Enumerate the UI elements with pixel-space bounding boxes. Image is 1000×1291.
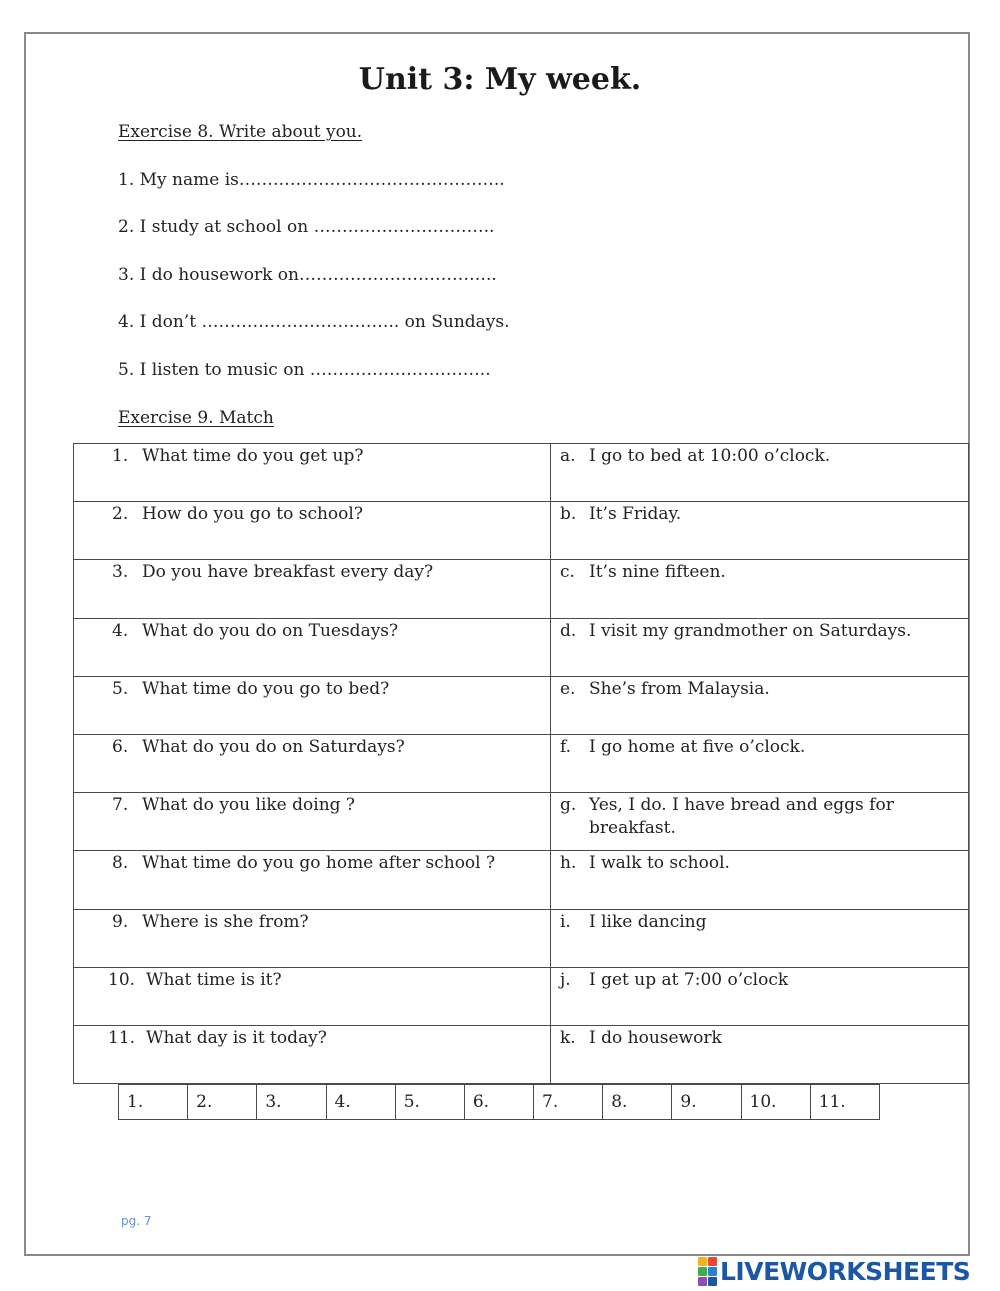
match-row	[74, 560, 969, 618]
answer-box[interactable]: 2.	[188, 1085, 257, 1120]
answer-letter: k.	[560, 1027, 576, 1048]
match-row	[74, 1025, 969, 1083]
match-table	[73, 443, 969, 1084]
answer-cell	[551, 909, 969, 967]
question-number: 4.	[112, 620, 129, 641]
match-row	[74, 734, 969, 792]
exercise-8-line-5[interactable]: 5. I listen to music on …………………………..	[118, 360, 491, 380]
liveworksheets-logo	[698, 1256, 970, 1286]
question-text: How do you go to school?	[142, 504, 363, 525]
question-text: What do you do on Tuesdays?	[142, 620, 399, 641]
answer-box[interactable]: 9.	[672, 1085, 741, 1120]
question-number: 8.	[112, 853, 129, 874]
question-cell	[74, 560, 551, 618]
match-row	[74, 502, 969, 560]
question-number: 10.	[108, 969, 136, 990]
match-row	[74, 676, 969, 734]
answer-text: I like dancing	[589, 911, 707, 932]
answer-box[interactable]: 11.	[810, 1085, 879, 1120]
question-cell	[74, 734, 551, 792]
logo-square	[698, 1277, 707, 1286]
question-number: 11.	[108, 1027, 136, 1048]
answer-cell	[551, 444, 969, 502]
question-text: Where is she from?	[142, 911, 309, 932]
answer-box[interactable]: 3.	[257, 1085, 326, 1120]
answer-cell	[551, 967, 969, 1025]
logo-square	[708, 1267, 717, 1276]
question-cell	[74, 1025, 551, 1083]
answer-cell	[551, 560, 969, 618]
question-text: What time is it?	[146, 969, 282, 990]
answer-text: Yes, I do. I have bread and eggs for breakfast.	[589, 795, 894, 839]
answer-box[interactable]: 7.	[534, 1085, 603, 1120]
question-number: 1.	[112, 446, 129, 466]
answer-cell	[551, 851, 969, 909]
answer-text: I do housework	[589, 1027, 722, 1048]
answer-letter: b.	[560, 504, 577, 525]
answer-text: I get up at 7:00 o’clock	[589, 969, 789, 990]
answer-cell	[551, 676, 969, 734]
answer-boxes	[118, 1084, 880, 1120]
answer-letter: a.	[560, 446, 576, 466]
answer-text: I go to bed at 10:00 o’clock.	[589, 446, 831, 466]
page-title: Unit 3: My week.	[358, 62, 642, 97]
question-cell	[74, 909, 551, 967]
answer-box[interactable]: 10.	[741, 1085, 810, 1120]
answer-letter: d.	[560, 620, 577, 641]
answer-cell	[551, 793, 969, 851]
question-number: 3.	[112, 562, 129, 583]
answer-text: It’s Friday.	[589, 504, 682, 525]
answer-letter: i.	[560, 911, 571, 932]
answer-box[interactable]: 4.	[326, 1085, 395, 1120]
question-text: What time do you go home after school ?	[142, 853, 496, 874]
question-number: 6.	[112, 736, 129, 757]
answer-cell	[551, 1025, 969, 1083]
exercise-9-heading: Exercise 9. Match	[118, 408, 274, 428]
answer-letter: j.	[560, 969, 571, 990]
question-text: What day is it today?	[146, 1027, 327, 1048]
question-cell	[74, 502, 551, 560]
question-cell	[74, 793, 551, 851]
answer-letter: g.	[560, 795, 577, 816]
answer-text: She’s from Malaysia.	[589, 678, 770, 699]
question-number: 2.	[112, 504, 129, 525]
logo-square	[708, 1277, 717, 1286]
answer-box[interactable]: 1.	[119, 1085, 188, 1120]
question-cell	[74, 967, 551, 1025]
brand-name: LIVEWORKSHEETS	[720, 1256, 971, 1286]
match-row	[74, 851, 969, 909]
exercise-8-heading: Exercise 8. Write about you.	[118, 122, 363, 142]
exercise-8-line-4[interactable]: 4. I don’t …………………………….. on Sundays.	[118, 312, 510, 332]
answer-text: I visit my grandmother on Saturdays.	[589, 620, 912, 641]
answer-letter: f.	[560, 736, 572, 757]
liveworksheets-logo-icon	[698, 1257, 717, 1286]
answer-cell	[551, 734, 969, 792]
question-text: What time do you go to bed?	[142, 678, 390, 699]
answer-letter: h.	[560, 853, 577, 874]
question-text: What time do you get up?	[142, 446, 364, 466]
exercise-8-line-2[interactable]: 2. I study at school on …………………………..	[118, 217, 495, 237]
answer-text: I go home at five o’clock.	[589, 736, 806, 757]
answer-cell	[551, 502, 969, 560]
match-row	[74, 967, 969, 1025]
question-number: 9.	[112, 911, 129, 932]
answer-letter: c.	[560, 562, 575, 583]
question-text: What do you do on Saturdays?	[142, 736, 405, 757]
match-row	[74, 793, 969, 851]
answer-box[interactable]: 5.	[395, 1085, 464, 1120]
answer-box[interactable]: 8.	[603, 1085, 672, 1120]
match-row	[74, 618, 969, 676]
question-cell	[74, 676, 551, 734]
question-number: 5.	[112, 678, 129, 699]
page-number: pg. 7	[121, 1214, 152, 1228]
answer-letter: e.	[560, 678, 576, 699]
answer-box[interactable]: 6.	[464, 1085, 533, 1120]
exercise-8-line-1[interactable]: 1. My name is………………………………………..	[118, 170, 505, 190]
logo-square	[698, 1267, 707, 1276]
answer-cell	[551, 618, 969, 676]
question-text: What do you like doing ?	[142, 795, 356, 816]
answer-text: I walk to school.	[589, 853, 730, 874]
answer-text: It’s nine fifteen.	[589, 562, 726, 583]
logo-square	[708, 1257, 717, 1266]
question-text: Do you have breakfast every day?	[142, 562, 434, 583]
question-number: 7.	[112, 795, 129, 816]
match-row	[74, 444, 969, 502]
question-cell	[74, 618, 551, 676]
exercise-8-line-3[interactable]: 3. I do housework on……………………………..	[118, 265, 497, 285]
question-cell	[74, 444, 551, 502]
question-cell	[74, 851, 551, 909]
logo-square	[698, 1257, 707, 1266]
match-row	[74, 909, 969, 967]
